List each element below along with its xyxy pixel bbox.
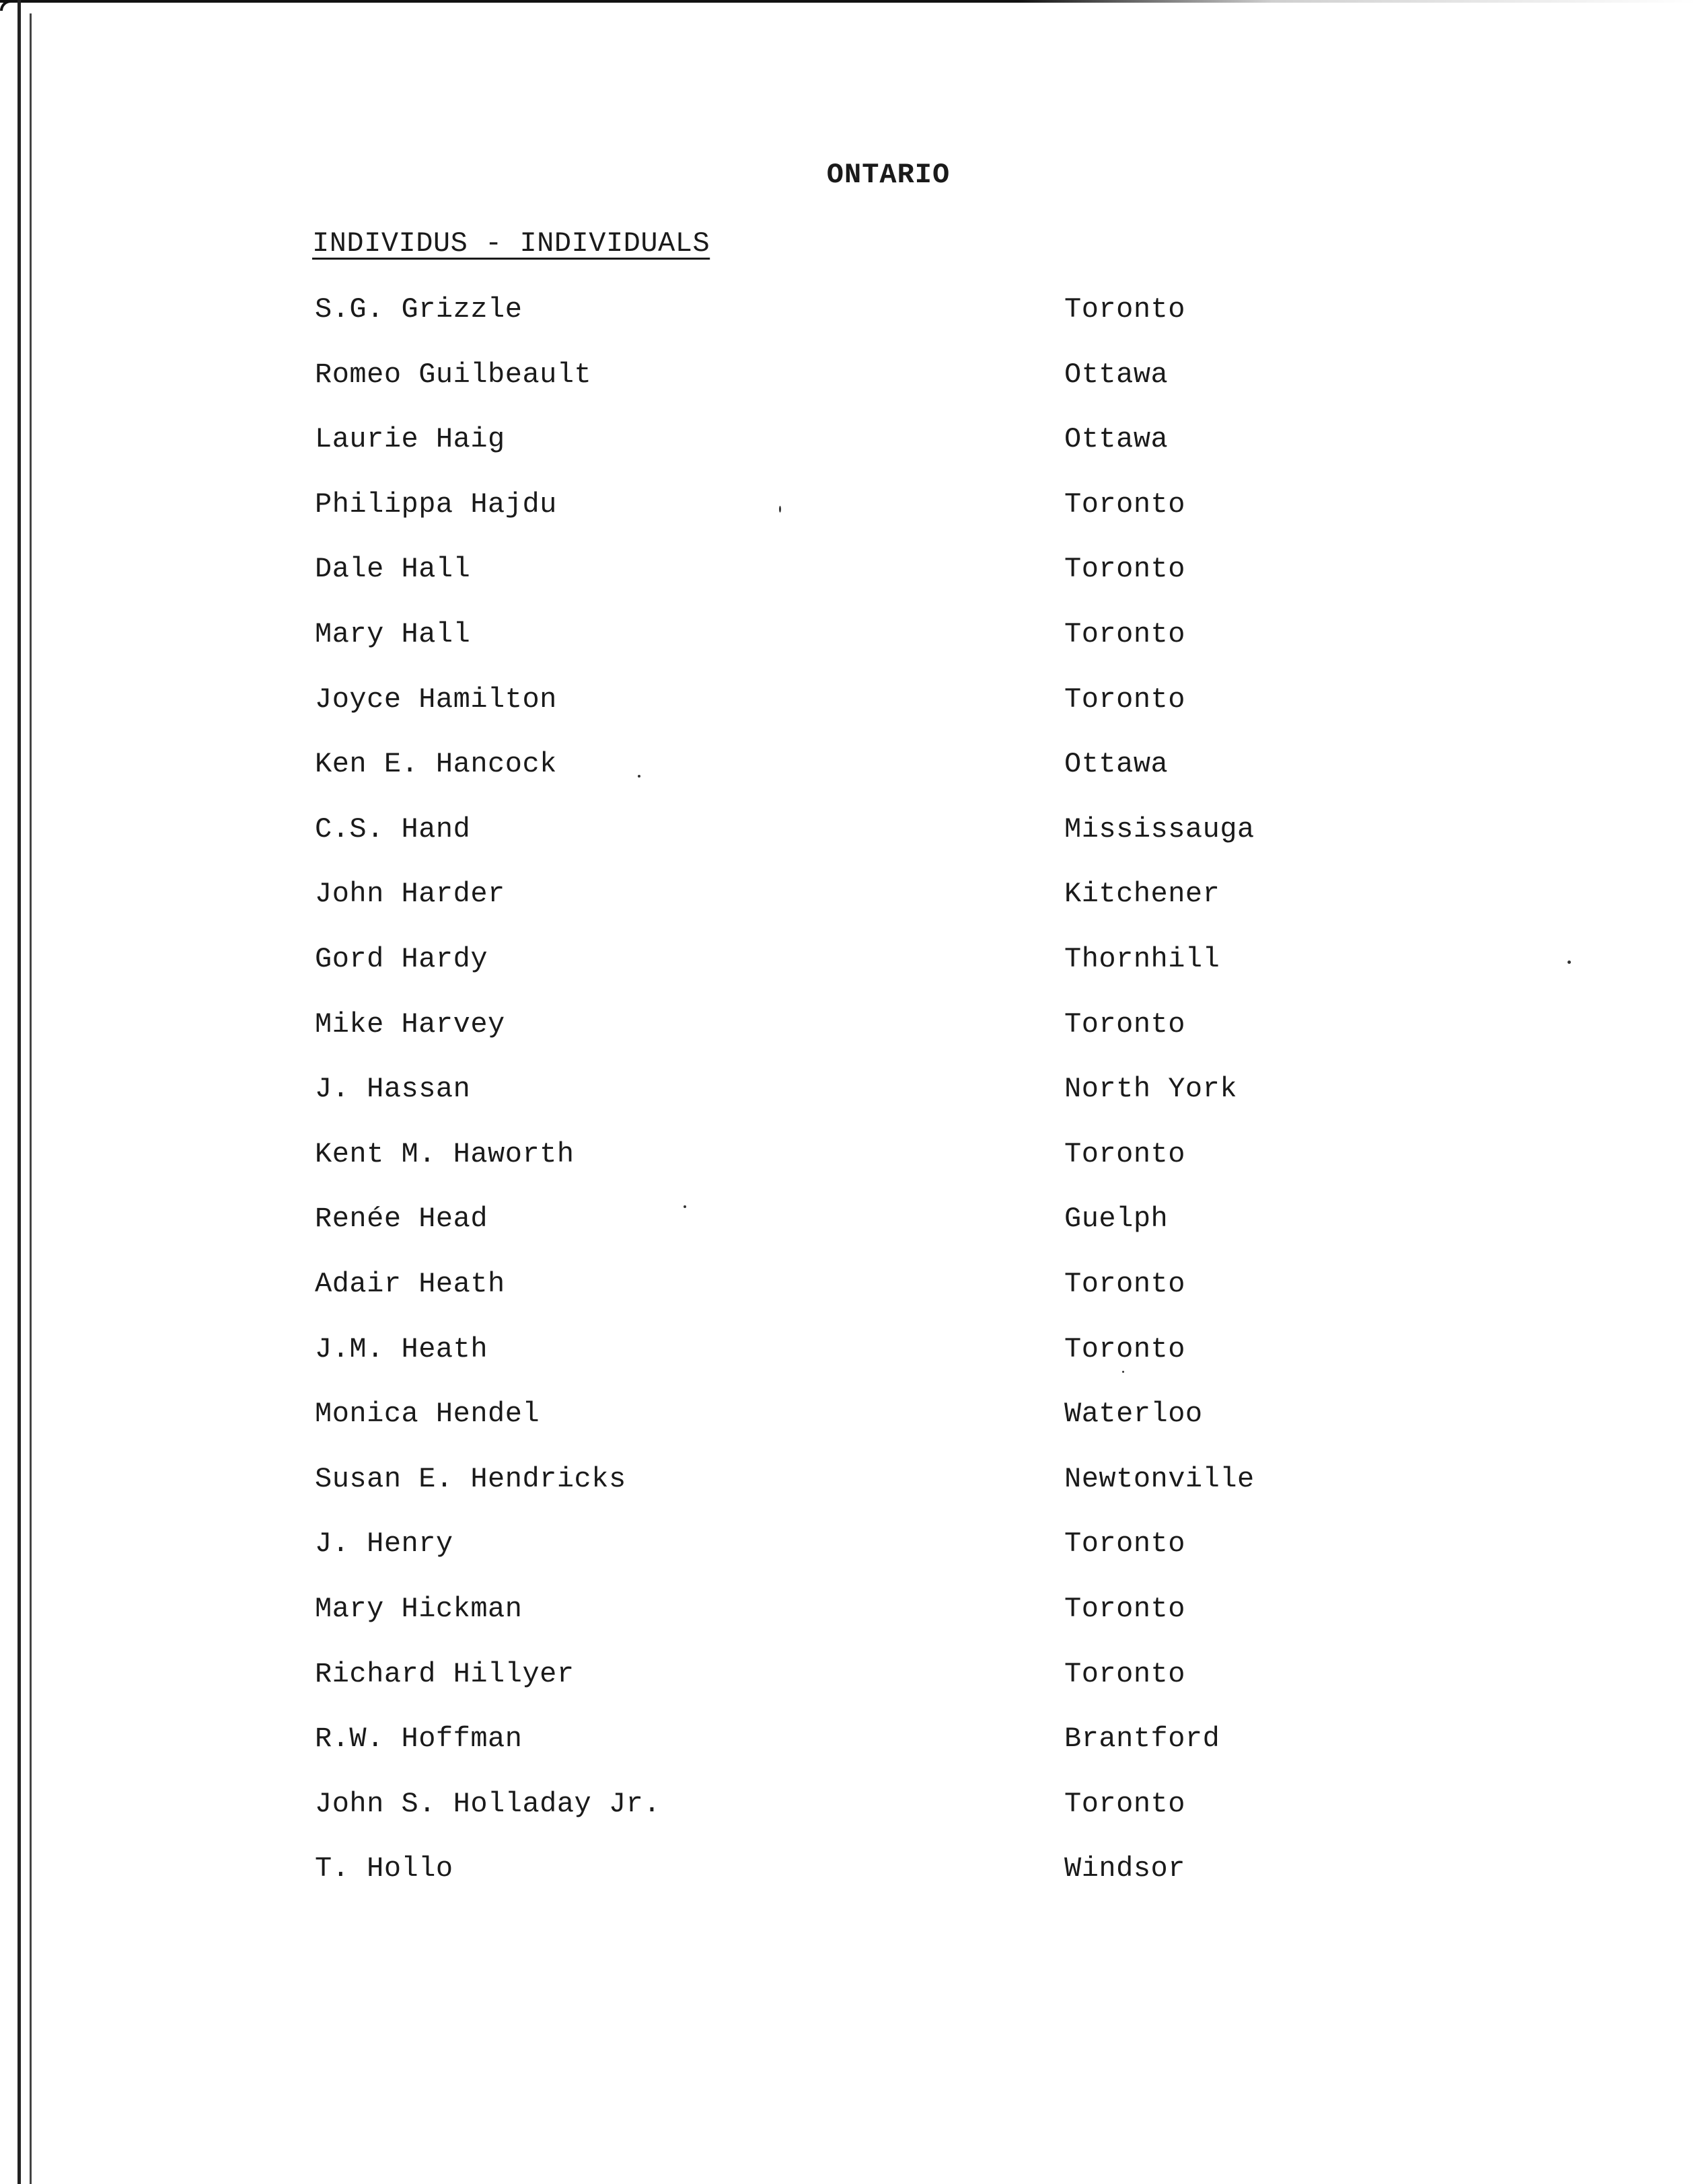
entry-city: Toronto: [1064, 1008, 1185, 1041]
list-item: [0, 488, 1696, 529]
entry-city: Kitchener: [1064, 878, 1220, 910]
entry-city: Mississauga: [1064, 813, 1255, 845]
entry-name: Philippa Hajdu: [315, 488, 557, 521]
list-item: [0, 359, 1696, 399]
entry-name: Mike Harvey: [315, 1008, 505, 1041]
list-item: [0, 1658, 1696, 1698]
entry-city: Toronto: [1064, 1658, 1185, 1690]
list-item: [0, 878, 1696, 918]
entry-name: Ken E. Hancock: [315, 748, 557, 780]
entry-city: Toronto: [1064, 293, 1185, 326]
entry-name: C.S. Hand: [315, 813, 471, 845]
entry-name: Romeo Guilbeault: [315, 359, 592, 391]
entry-name: Gord Hardy: [315, 943, 488, 975]
entry-city: Ottawa: [1064, 423, 1169, 455]
entry-name: Richard Hillyer: [315, 1658, 575, 1690]
entry-name: Monica Hendel: [315, 1398, 540, 1430]
list-item: [0, 1463, 1696, 1503]
scan-speck: [1568, 961, 1571, 964]
entry-city: Ottawa: [1064, 359, 1169, 391]
entry-name: Joyce Hamilton: [315, 683, 557, 716]
list-item: [0, 1268, 1696, 1308]
entry-name: Mary Hickman: [315, 1593, 523, 1625]
list-item: [0, 1073, 1696, 1113]
entry-city: Toronto: [1064, 1268, 1185, 1300]
list-item: [0, 813, 1696, 854]
entry-city: Toronto: [1064, 1788, 1185, 1820]
entry-city: Toronto: [1064, 683, 1185, 716]
list-item: [0, 943, 1696, 983]
entry-name: John S. Holladay Jr.: [315, 1788, 661, 1820]
entry-name: R.W. Hoffman: [315, 1723, 523, 1755]
list-item: [0, 1852, 1696, 1893]
entry-city: Toronto: [1064, 1528, 1185, 1560]
entry-city: Brantford: [1064, 1723, 1220, 1755]
entry-city: Guelph: [1064, 1203, 1169, 1235]
scan-speck: [779, 506, 781, 513]
list-item: [0, 1593, 1696, 1633]
list-item: [0, 748, 1696, 788]
list-item: [0, 1528, 1696, 1568]
entry-name: Mary Hall: [315, 618, 471, 650]
entry-city: Newtonville: [1064, 1463, 1255, 1495]
entry-city: Toronto: [1064, 1593, 1185, 1625]
entry-city: Thornhill: [1064, 943, 1220, 975]
list-item: [0, 553, 1696, 593]
entry-name: S.G. Grizzle: [315, 293, 523, 326]
entry-name: Dale Hall: [315, 553, 471, 585]
section-heading: INDIVIDUS - INDIVIDUALS: [312, 227, 710, 260]
list-item: [0, 683, 1696, 724]
entry-city: Toronto: [1064, 488, 1185, 521]
list-item: [0, 1723, 1696, 1763]
entry-name: Renée Head: [315, 1203, 488, 1235]
entry-name: T. Hollo: [315, 1852, 453, 1885]
list-item: [0, 1788, 1696, 1828]
entry-name: John Harder: [315, 878, 505, 910]
entry-name: Susan E. Hendricks: [315, 1463, 626, 1495]
list-item: [0, 618, 1696, 658]
entry-city: Toronto: [1064, 1138, 1185, 1170]
list-item: [0, 1203, 1696, 1243]
entry-name: Adair Heath: [315, 1268, 505, 1300]
list-item: [0, 1333, 1696, 1373]
list-item: [0, 1398, 1696, 1438]
entry-city: North York: [1064, 1073, 1238, 1105]
list-item: [0, 293, 1696, 334]
scan-speck: [638, 775, 640, 778]
entry-city: Toronto: [1064, 618, 1185, 650]
list-item: [0, 1138, 1696, 1178]
scan-speck: [1122, 1371, 1124, 1373]
entry-city: Ottawa: [1064, 748, 1169, 780]
entry-city: Windsor: [1064, 1852, 1185, 1885]
entry-name: Laurie Haig: [315, 423, 505, 455]
entry-city: Waterloo: [1064, 1398, 1203, 1430]
entry-name: J.M. Heath: [315, 1333, 488, 1365]
list-item: [0, 1008, 1696, 1049]
scan-speck: [684, 1205, 686, 1208]
list-item: [0, 423, 1696, 463]
entry-name: J. Hassan: [315, 1073, 471, 1105]
entry-city: Toronto: [1064, 1333, 1185, 1365]
entry-city: Toronto: [1064, 553, 1185, 585]
entry-name: J. Henry: [315, 1528, 453, 1560]
page-title: ONTARIO: [826, 159, 951, 191]
entry-name: Kent M. Haworth: [315, 1138, 575, 1170]
